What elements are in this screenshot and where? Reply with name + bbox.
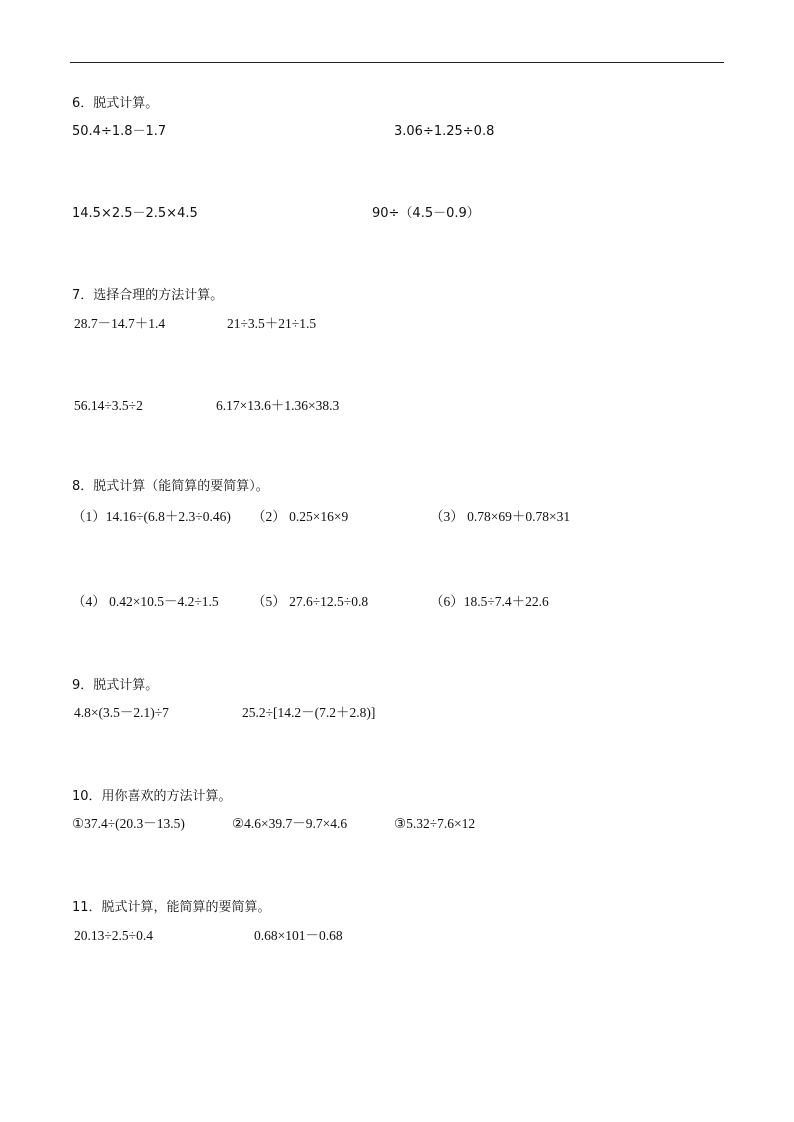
q8-expression-2: （2） 0.25×16×9	[252, 509, 349, 524]
q10-expression-1: ①37.4÷(20.3－13.5)	[72, 816, 185, 831]
q10-expression-3: ③5.32÷7.6×12	[394, 816, 476, 831]
q8-expression-4: （4） 0.42×10.5－4.2÷1.5	[72, 594, 219, 609]
q6-expression-2: 3.06÷1.25÷0.8	[394, 124, 495, 139]
q6-expression-4: 90÷（4.5－0.9）	[372, 206, 480, 221]
q7-expression-1: 28.7－14.7＋1.4	[74, 316, 166, 331]
question-10-title: 10．用你喜欢的方法计算。	[72, 789, 232, 804]
question-6-title: 6．脱式计算。	[72, 96, 159, 111]
header-rule	[70, 62, 724, 63]
q9-expression-2: 25.2÷[14.2－(7.2＋2.8)]	[242, 705, 376, 720]
q7-expression-2: 21÷3.5＋21÷1.5	[227, 316, 317, 331]
question-9-title: 9．脱式计算。	[72, 678, 159, 693]
q11-expression-2: 0.68×101－0.68	[254, 928, 343, 943]
q10-expression-2: ②4.6×39.7－9.7×4.6	[232, 816, 348, 831]
q8-expression-6: （6）18.5÷7.4＋22.6	[430, 594, 549, 609]
q7-expression-4: 6.17×13.6＋1.36×38.3	[216, 398, 340, 413]
question-8-title: 8．脱式计算（能简算的要简算）。	[72, 479, 269, 494]
q8-expression-3: （3） 0.78×69＋0.78×31	[430, 509, 571, 524]
q11-expression-1: 20.13÷2.5÷0.4	[74, 928, 153, 943]
q9-expression-1: 4.8×(3.5－2.1)÷7	[74, 705, 169, 720]
q6-expression-3: 14.5×2.5－2.5×4.5	[72, 206, 198, 221]
q6-expression-1: 50.4÷1.8－1.7	[72, 124, 167, 139]
question-7-title: 7．选择合理的方法计算。	[72, 288, 224, 303]
q8-expression-5: （5） 27.6÷12.5÷0.8	[252, 594, 369, 609]
question-11-title: 11．脱式计算，能简算的要简算。	[72, 900, 271, 915]
q8-expression-1: （1）14.16÷(6.8＋2.3÷0.46)	[72, 509, 231, 524]
q7-expression-3: 56.14÷3.5÷2	[74, 398, 143, 413]
